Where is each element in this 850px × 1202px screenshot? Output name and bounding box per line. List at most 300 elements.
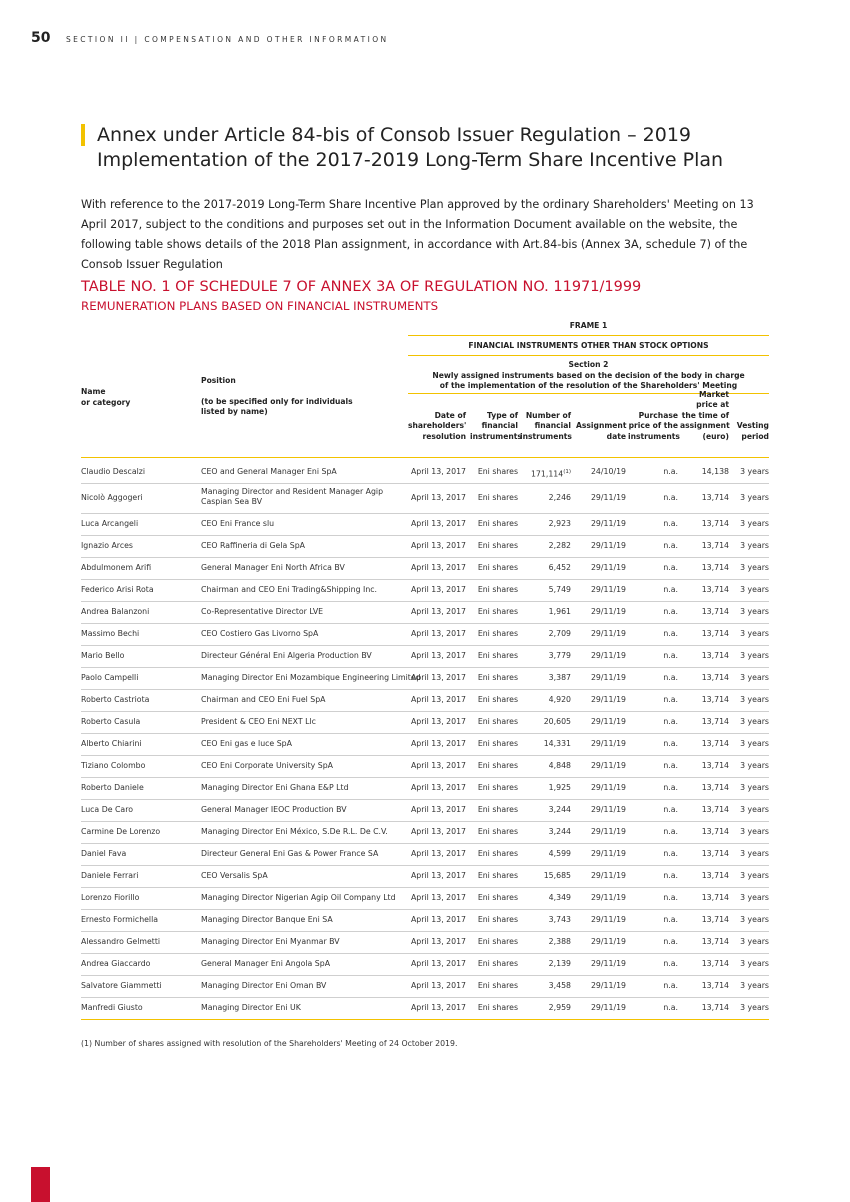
table-cell	[731, 821, 769, 843]
table-cell-text: n.a.	[663, 651, 678, 660]
table-cell	[576, 557, 626, 579]
table-cell-text: 3 years	[740, 937, 769, 946]
table-cell-text: Andrea Balanzoni	[81, 607, 150, 616]
table-cell-text: Eni shares	[477, 541, 518, 550]
table-cell	[680, 645, 729, 667]
col-header-1-line: shareholders'	[408, 421, 467, 430]
table-cell	[576, 667, 626, 689]
table-cell-text: 3 years	[740, 871, 769, 880]
table-cell	[81, 799, 196, 821]
table-cell	[680, 777, 729, 799]
table-cell	[680, 461, 729, 483]
table-cell-text: CEO Eni gas e luce SpA	[201, 739, 292, 748]
table-row	[81, 667, 769, 689]
table-cell-text: Nicolò Aggogeri	[81, 493, 143, 502]
table-cell-text: 29/11/19	[590, 607, 626, 616]
table-cell	[628, 777, 678, 799]
table-cell-text: Eni shares	[477, 871, 518, 880]
table-cell-text: 29/11/19	[590, 915, 626, 924]
table-cell	[680, 755, 729, 777]
table-cell	[201, 623, 411, 645]
table-cell-text: Luca Arcangeli	[81, 519, 139, 528]
col-header-3-line: financial	[534, 421, 571, 430]
table-cell	[731, 975, 769, 997]
table-cell-text: 3,458	[548, 981, 571, 990]
table-cell	[201, 667, 421, 689]
table-cell-text: Eni shares	[477, 1003, 518, 1012]
table-cell	[680, 843, 729, 865]
table-cell	[731, 997, 769, 1019]
table-cell-text: 3 years	[740, 959, 769, 968]
table-cell-text: n.a.	[663, 849, 678, 858]
table-cell-text: Chairman and CEO Eni Trading&Shipping Inc.	[201, 585, 378, 594]
col-header-6-line: Market	[698, 389, 729, 399]
table-cell	[576, 461, 626, 483]
table-cell-text: 3 years	[740, 849, 769, 858]
table-cell-text: 29/11/19	[590, 1003, 626, 1012]
col-header-2	[470, 410, 522, 443]
table-cell	[201, 557, 411, 579]
table-cell-text: Managing Director Eni UK	[201, 1003, 301, 1012]
table-cell-text: n.a.	[663, 607, 678, 616]
table-cell	[576, 755, 626, 777]
table-cell	[731, 931, 769, 953]
table-cell	[628, 623, 678, 645]
col-header-3-line: instruments	[520, 431, 572, 441]
page-tab-marker	[31, 1167, 50, 1202]
table-cell-text: 3,244	[548, 827, 571, 836]
table-row	[81, 997, 769, 1019]
table-cell-text: General Manager Eni North Africa BV	[201, 563, 345, 572]
table-cell-text: n.a.	[663, 915, 678, 924]
table-cell	[628, 997, 678, 1019]
table-cell	[576, 579, 626, 601]
table-cell-text: 3,387	[548, 673, 571, 682]
table-cell-text: Ignazio Arces	[81, 541, 133, 550]
frame-label: FRAME 1	[569, 321, 608, 330]
table-cell-text: 3 years	[740, 1003, 769, 1012]
col-header-2-line: instruments	[470, 431, 522, 441]
table-cell	[470, 799, 518, 821]
table-cell	[680, 535, 729, 557]
table-cell-text: 2,139	[548, 959, 571, 968]
table-cell-text: 1,925	[548, 783, 571, 792]
table-cell	[81, 887, 196, 909]
table-cell-text: 13,714	[701, 563, 729, 572]
table-cell	[81, 689, 196, 711]
table-cell	[680, 601, 729, 623]
table-cell-text: 14,331	[543, 739, 571, 748]
table-cell-text: 3 years	[740, 493, 769, 502]
table-cell-text: April 13, 2017	[410, 607, 466, 616]
table-cell	[201, 865, 411, 887]
table-cell-text: 13,714	[701, 981, 729, 990]
table-cell	[81, 865, 196, 887]
table-cell-text: Directeur Général Eni Algeria Production BV	[201, 651, 372, 660]
col-header-6-line: assignment	[680, 421, 730, 430]
table-cell-text: 3 years	[740, 673, 769, 682]
table-cell	[520, 997, 571, 1019]
table-cell	[520, 953, 571, 975]
table-cell-text: 29/11/19	[590, 981, 626, 990]
table-cell-text: 3 years	[740, 607, 769, 616]
table-cell	[408, 909, 466, 931]
table-cell-text: CEO Costiero Gas Livorno SpA	[201, 629, 319, 638]
table-cell-text: CEO Eni Corporate University SpA	[201, 761, 333, 770]
table-row	[81, 909, 769, 931]
table-cell-text: 15,685	[543, 871, 571, 880]
table-cell	[680, 733, 729, 755]
table-cell	[520, 865, 571, 887]
table-cell	[520, 733, 571, 755]
table-cell-text: April 13, 2017	[410, 695, 466, 704]
table-cell	[470, 667, 518, 689]
table-cell	[520, 513, 571, 535]
table-cell-text: 29/11/19	[590, 849, 626, 858]
table-cell-text: 29/11/19	[590, 585, 626, 594]
table-cell-text: 4,599	[548, 849, 571, 858]
table-cell-text: 13,714	[701, 937, 729, 946]
table-cell	[680, 865, 729, 887]
table-cell-text: 13,714	[701, 783, 729, 792]
table-cell-text: April 13, 2017	[410, 871, 466, 880]
table-cell-text: Roberto Daniele	[81, 783, 144, 792]
table-cell	[81, 623, 196, 645]
header-rule	[408, 355, 769, 356]
footnote: (1) Number of shares assigned with resolution of the Shareholders' Meeting of 24 October 2019.	[81, 1039, 458, 1048]
table-cell-text: 171,114	[530, 469, 564, 479]
table-cell-text: n.a.	[663, 937, 678, 946]
table-cell	[520, 667, 571, 689]
table-cell	[81, 843, 196, 865]
table-cell-text: 29/11/19	[590, 493, 626, 502]
table-cell	[81, 579, 196, 601]
table-cell	[470, 513, 518, 535]
col-header-1-line: resolution	[422, 431, 466, 441]
table-cell-text: 13,714	[701, 761, 729, 770]
table-cell-text: 3 years	[740, 783, 769, 792]
col-header-7-line: Vesting	[736, 421, 769, 430]
table-cell	[628, 931, 678, 953]
table-cell	[628, 711, 678, 733]
table-cell	[576, 645, 626, 667]
table-cell-text: n.a.	[663, 541, 678, 550]
table-cell-text: 29/11/19	[590, 959, 626, 968]
table-cell	[731, 711, 769, 733]
table-cell	[408, 461, 466, 483]
table-cell	[520, 623, 571, 645]
table-cell	[680, 557, 729, 579]
table-cell	[520, 645, 571, 667]
table-cell	[408, 953, 466, 975]
page-title	[97, 123, 797, 173]
col-header-5	[628, 411, 678, 443]
table-cell-text: April 13, 2017	[410, 629, 466, 638]
table-row	[81, 953, 769, 975]
table-cell	[680, 821, 729, 843]
table-cell	[520, 909, 571, 931]
table-cell	[520, 777, 571, 799]
table-cell-text: Claudio Descalzi	[81, 467, 146, 476]
table-cell	[731, 601, 769, 623]
table-cell	[520, 975, 571, 997]
col-header-name	[81, 387, 130, 408]
table-cell-text: Managing Director Nigerian Agip Oil Company Ltd	[201, 893, 396, 902]
table-cell-text: n.a.	[663, 519, 678, 528]
table-cell-text: Eni shares	[477, 467, 518, 476]
table-cell	[201, 755, 411, 777]
table-row	[81, 601, 769, 623]
table-cell	[201, 975, 411, 997]
section-title: Section 2	[568, 360, 609, 369]
table-cell	[470, 623, 518, 645]
table-row	[81, 733, 769, 755]
col-header-position-note-1: (to be specified only for individuals	[201, 396, 353, 406]
table-cell-text: 14,138	[701, 467, 729, 476]
table-cell-text: April 13, 2017	[410, 959, 466, 968]
table-cell-text: 3,244	[548, 805, 571, 814]
table-cell	[81, 461, 196, 483]
table-cell	[201, 733, 411, 755]
table-cell	[680, 689, 729, 711]
table-cell-text: April 13, 2017	[410, 761, 466, 770]
table-cell-text: 3 years	[740, 717, 769, 726]
table-cell	[81, 733, 196, 755]
table-cell	[628, 667, 678, 689]
table-cell	[470, 483, 518, 513]
table-cell	[680, 799, 729, 821]
table-cell-text: General Manager IEOC Production BV	[201, 805, 347, 814]
table-cell-text: Carmine De Lorenzo	[81, 827, 161, 836]
table-cell	[470, 953, 518, 975]
table-cell	[576, 799, 626, 821]
table-row	[81, 513, 769, 535]
table-cell-text: 13,714	[701, 629, 729, 638]
table-cell-text: April 13, 2017	[410, 673, 466, 682]
page-title-line-2: Implementation of the 2017-2019 Long-Term Share Incentive Plan	[97, 149, 724, 171]
table-cell	[628, 909, 678, 931]
table-row	[81, 865, 769, 887]
table-cell-text: 29/11/19	[590, 563, 626, 572]
table-cell	[731, 667, 769, 689]
table-cell-text: 13,714	[701, 893, 729, 902]
table-cell	[731, 909, 769, 931]
table-cell-text: 3,779	[548, 651, 571, 660]
table-cell-text: 3 years	[740, 629, 769, 638]
table-cell-text: Managing Director Eni Mozambique Engineering Limited	[201, 673, 421, 682]
table-cell-text: April 13, 2017	[410, 893, 466, 902]
table-cell	[628, 821, 678, 843]
table-cell-text: April 13, 2017	[410, 1003, 466, 1012]
table-cell	[680, 623, 729, 645]
table-cell-text: n.a.	[663, 981, 678, 990]
table-cell	[201, 799, 411, 821]
table-cell-text: April 13, 2017	[410, 493, 466, 502]
table-cell	[628, 953, 678, 975]
table-cell	[81, 975, 196, 997]
section-label: SECTION II | COMPENSATION AND OTHER INFORMATION	[66, 35, 389, 44]
intro-paragraph: With reference to the 2017-2019 Long-Term Share Incentive Plan approved by the ordinary Shareholders' Meeting on 13 April 2017, subject to the conditions and purposes set out in the Information Document available on the website, the following table shows details of the 2018 Plan assignment, in accordance with Art.84-bis (Annex 3A, schedule 7) of the Consob Issuer Regulation	[81, 198, 754, 271]
table-cell	[731, 733, 769, 755]
table-cell	[731, 483, 769, 513]
table-cell	[731, 513, 769, 535]
table-cell-text: n.a.	[663, 717, 678, 726]
table-cell-text: 13,714	[701, 541, 729, 550]
col-header-6-line: (euro)	[702, 431, 729, 441]
table-cell-text: Eni shares	[477, 585, 518, 594]
table-cell-text: n.a.	[663, 761, 678, 770]
table-cell	[408, 821, 466, 843]
table-cell-text: 29/11/19	[590, 519, 626, 528]
frame-sub-label: FINANCIAL INSTRUMENTS OTHER THAN STOCK OPTIONS	[468, 341, 709, 350]
table-cell-text: 3 years	[740, 541, 769, 550]
table-row	[81, 777, 769, 799]
table-cell-text: Roberto Casula	[81, 717, 141, 726]
table-cell	[520, 843, 571, 865]
table-cell-text: Eni shares	[477, 783, 518, 792]
table-cell	[731, 645, 769, 667]
table-cell	[81, 483, 196, 513]
col-header-name-1: Name	[81, 387, 106, 396]
table-cell	[576, 931, 626, 953]
table-cell	[520, 461, 571, 486]
table-cell	[520, 821, 571, 843]
table-cell	[520, 557, 571, 579]
table-cell	[470, 865, 518, 887]
table-cell-text: 13,714	[701, 915, 729, 924]
table-row	[81, 623, 769, 645]
table-cell	[628, 865, 678, 887]
table-cell-text: Eni shares	[477, 937, 518, 946]
table-cell-text: 29/11/19	[590, 717, 626, 726]
table-cell	[470, 645, 518, 667]
table-cell	[576, 997, 626, 1019]
table-cell	[201, 513, 411, 535]
table-cell	[81, 777, 196, 799]
col-header-5-line: price of the	[628, 421, 678, 430]
table-cell	[81, 645, 196, 667]
table-cell-text: General Manager Eni Angola SpA	[201, 959, 331, 968]
section-desc-2: of the implementation of the resolution of the Shareholders' Meeting	[439, 381, 738, 390]
table-cell	[408, 579, 466, 601]
table-cell	[201, 909, 411, 931]
table-cell	[470, 931, 518, 953]
table-cell-text: Andrea Giaccardo	[81, 959, 151, 968]
table-cell-text: Federico Arisi Rota	[81, 585, 154, 594]
table-cell	[628, 483, 678, 513]
table-cell-text: 4,349	[548, 893, 571, 902]
table-cell	[408, 645, 466, 667]
table-cell	[470, 821, 518, 843]
table-row	[81, 579, 769, 601]
table-cell-text: n.a.	[663, 959, 678, 968]
table-cell-text: Managing Director Eni Oman BV	[201, 981, 327, 990]
table-cell-text: April 13, 2017	[410, 717, 466, 726]
table-cell	[408, 513, 466, 535]
table-cell-text: 29/11/19	[590, 783, 626, 792]
table-cell	[628, 975, 678, 997]
table-cell	[731, 579, 769, 601]
table-row	[81, 755, 769, 777]
table-cell	[520, 535, 571, 557]
table-cell	[576, 601, 626, 623]
table-cell-text: 3 years	[740, 915, 769, 924]
table-cell	[576, 909, 626, 931]
table-cell	[731, 843, 769, 865]
table-cell	[576, 843, 626, 865]
table-cell-text: April 13, 2017	[410, 541, 466, 550]
table-cell-text: Eni shares	[477, 493, 518, 502]
table-cell-text: n.a.	[663, 893, 678, 902]
table-cell	[731, 799, 769, 821]
table-cell	[470, 711, 518, 733]
table-cell	[628, 461, 678, 483]
table-cell	[81, 711, 196, 733]
table-cell	[576, 953, 626, 975]
table-cell-text: Eni shares	[477, 915, 518, 924]
table-cell-text: n.a.	[663, 493, 678, 502]
table-cell-text: 1,961	[548, 607, 571, 616]
table-cell-text: Massimo Bechi	[81, 629, 140, 638]
table-cell	[576, 623, 626, 645]
table-cell	[408, 535, 466, 557]
table-row	[81, 557, 769, 579]
table-cell	[201, 953, 411, 975]
table-cell	[680, 579, 729, 601]
table-cell-text: 3 years	[740, 563, 769, 572]
table-cell-text: 13,714	[701, 1003, 729, 1012]
table-cell-text: 13,714	[701, 849, 729, 858]
table-cell-text: 3 years	[740, 893, 769, 902]
table-cell	[408, 843, 466, 865]
table-cell	[201, 711, 411, 733]
table-cell-text: 13,714	[701, 695, 729, 704]
table-cell	[408, 557, 466, 579]
table-cell-text: 2,709	[548, 629, 571, 638]
table-cell-text: Directeur General Eni Gas & Power France SA	[201, 849, 379, 858]
table-cell-text: Eni shares	[477, 805, 518, 814]
table-cell	[576, 777, 626, 799]
table-cell	[576, 865, 626, 887]
table-cell	[520, 579, 571, 601]
table-cell	[731, 953, 769, 975]
table-cell	[628, 579, 678, 601]
table-cell-text: 29/11/19	[590, 629, 626, 638]
table-cell-text: n.a.	[663, 563, 678, 572]
table-cell	[520, 483, 571, 513]
table-cell	[628, 535, 678, 557]
table-cell-text: 13,714	[701, 673, 729, 682]
table-cell-text: Lorenzo Fiorillo	[81, 893, 140, 902]
table-cell	[408, 865, 466, 887]
table-cell-text: n.a.	[663, 871, 678, 880]
table-cell-text: Manfredi Giusto	[81, 1003, 143, 1012]
table-cell	[408, 755, 466, 777]
table-cell	[201, 997, 411, 1019]
table-cell	[520, 799, 571, 821]
table-cell	[470, 579, 518, 601]
table-cell-text: April 13, 2017	[410, 827, 466, 836]
table-cell	[576, 513, 626, 535]
table-cell-text: Daniel Fava	[81, 849, 127, 858]
table-cell	[731, 865, 769, 887]
table-cell	[470, 601, 518, 623]
table-cell-text: 29/11/19	[590, 871, 626, 880]
table-cell-text: Eni shares	[477, 717, 518, 726]
table-cell-text: n.a.	[663, 1003, 678, 1012]
table-cell-text: April 13, 2017	[410, 651, 466, 660]
table-row	[81, 931, 769, 953]
